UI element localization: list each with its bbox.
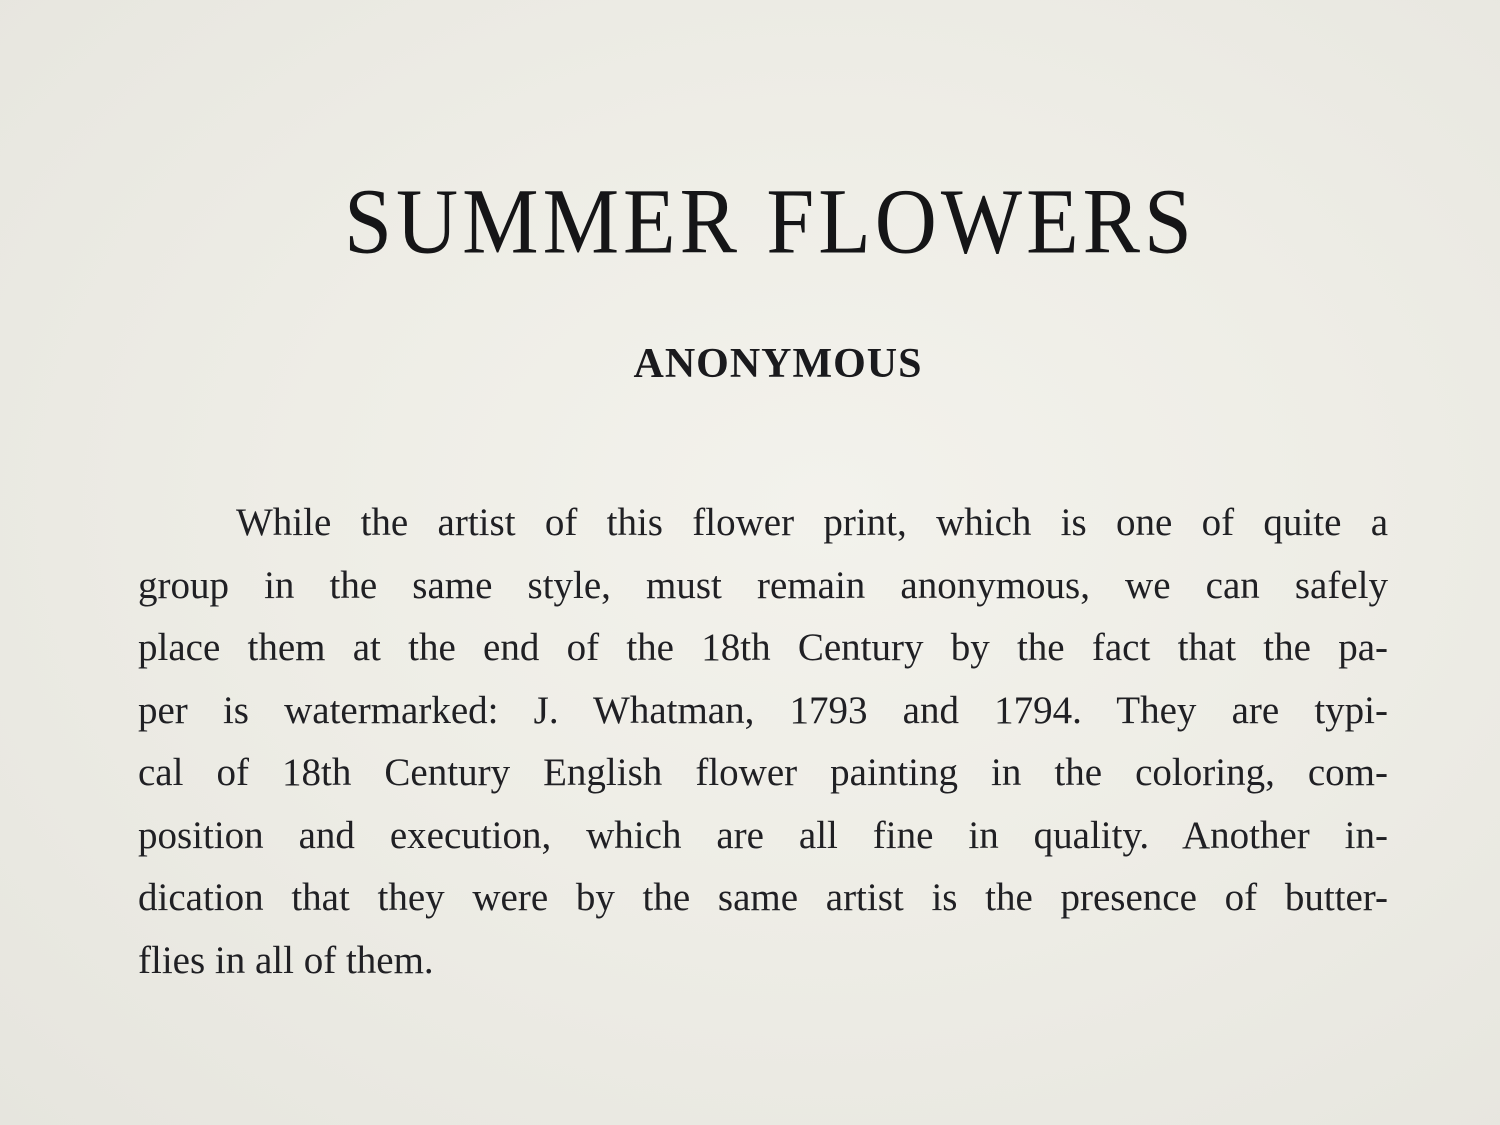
- paragraph-line: position and execution, which are all fine in quality. Another in-: [138, 813, 1388, 857]
- paragraph-line: group in the same style, must remain anonymous, we can safely: [138, 563, 1388, 607]
- page-author: ANONYMOUS: [633, 341, 923, 387]
- paragraph-line: place them at the end of the 18th Century by the fact that the pa-: [138, 626, 1388, 669]
- body-paragraph: [138, 492, 1388, 992]
- paragraph-line: cal of 18th Century English flower painting in the coloring, com-: [138, 751, 1388, 794]
- paragraph-line: dication that they were by the same artist is the presence of butter-: [138, 876, 1388, 919]
- paragraph-line: per is watermarked: J. Whatman, 1793 and 1794. They are typi-: [138, 688, 1388, 732]
- paragraph-line: While the artist of this flower print, which is one of quite a: [236, 501, 1388, 544]
- paragraph-line: flies in all of them.: [138, 938, 434, 982]
- page-title: SUMMER FLOWERS: [344, 169, 1196, 273]
